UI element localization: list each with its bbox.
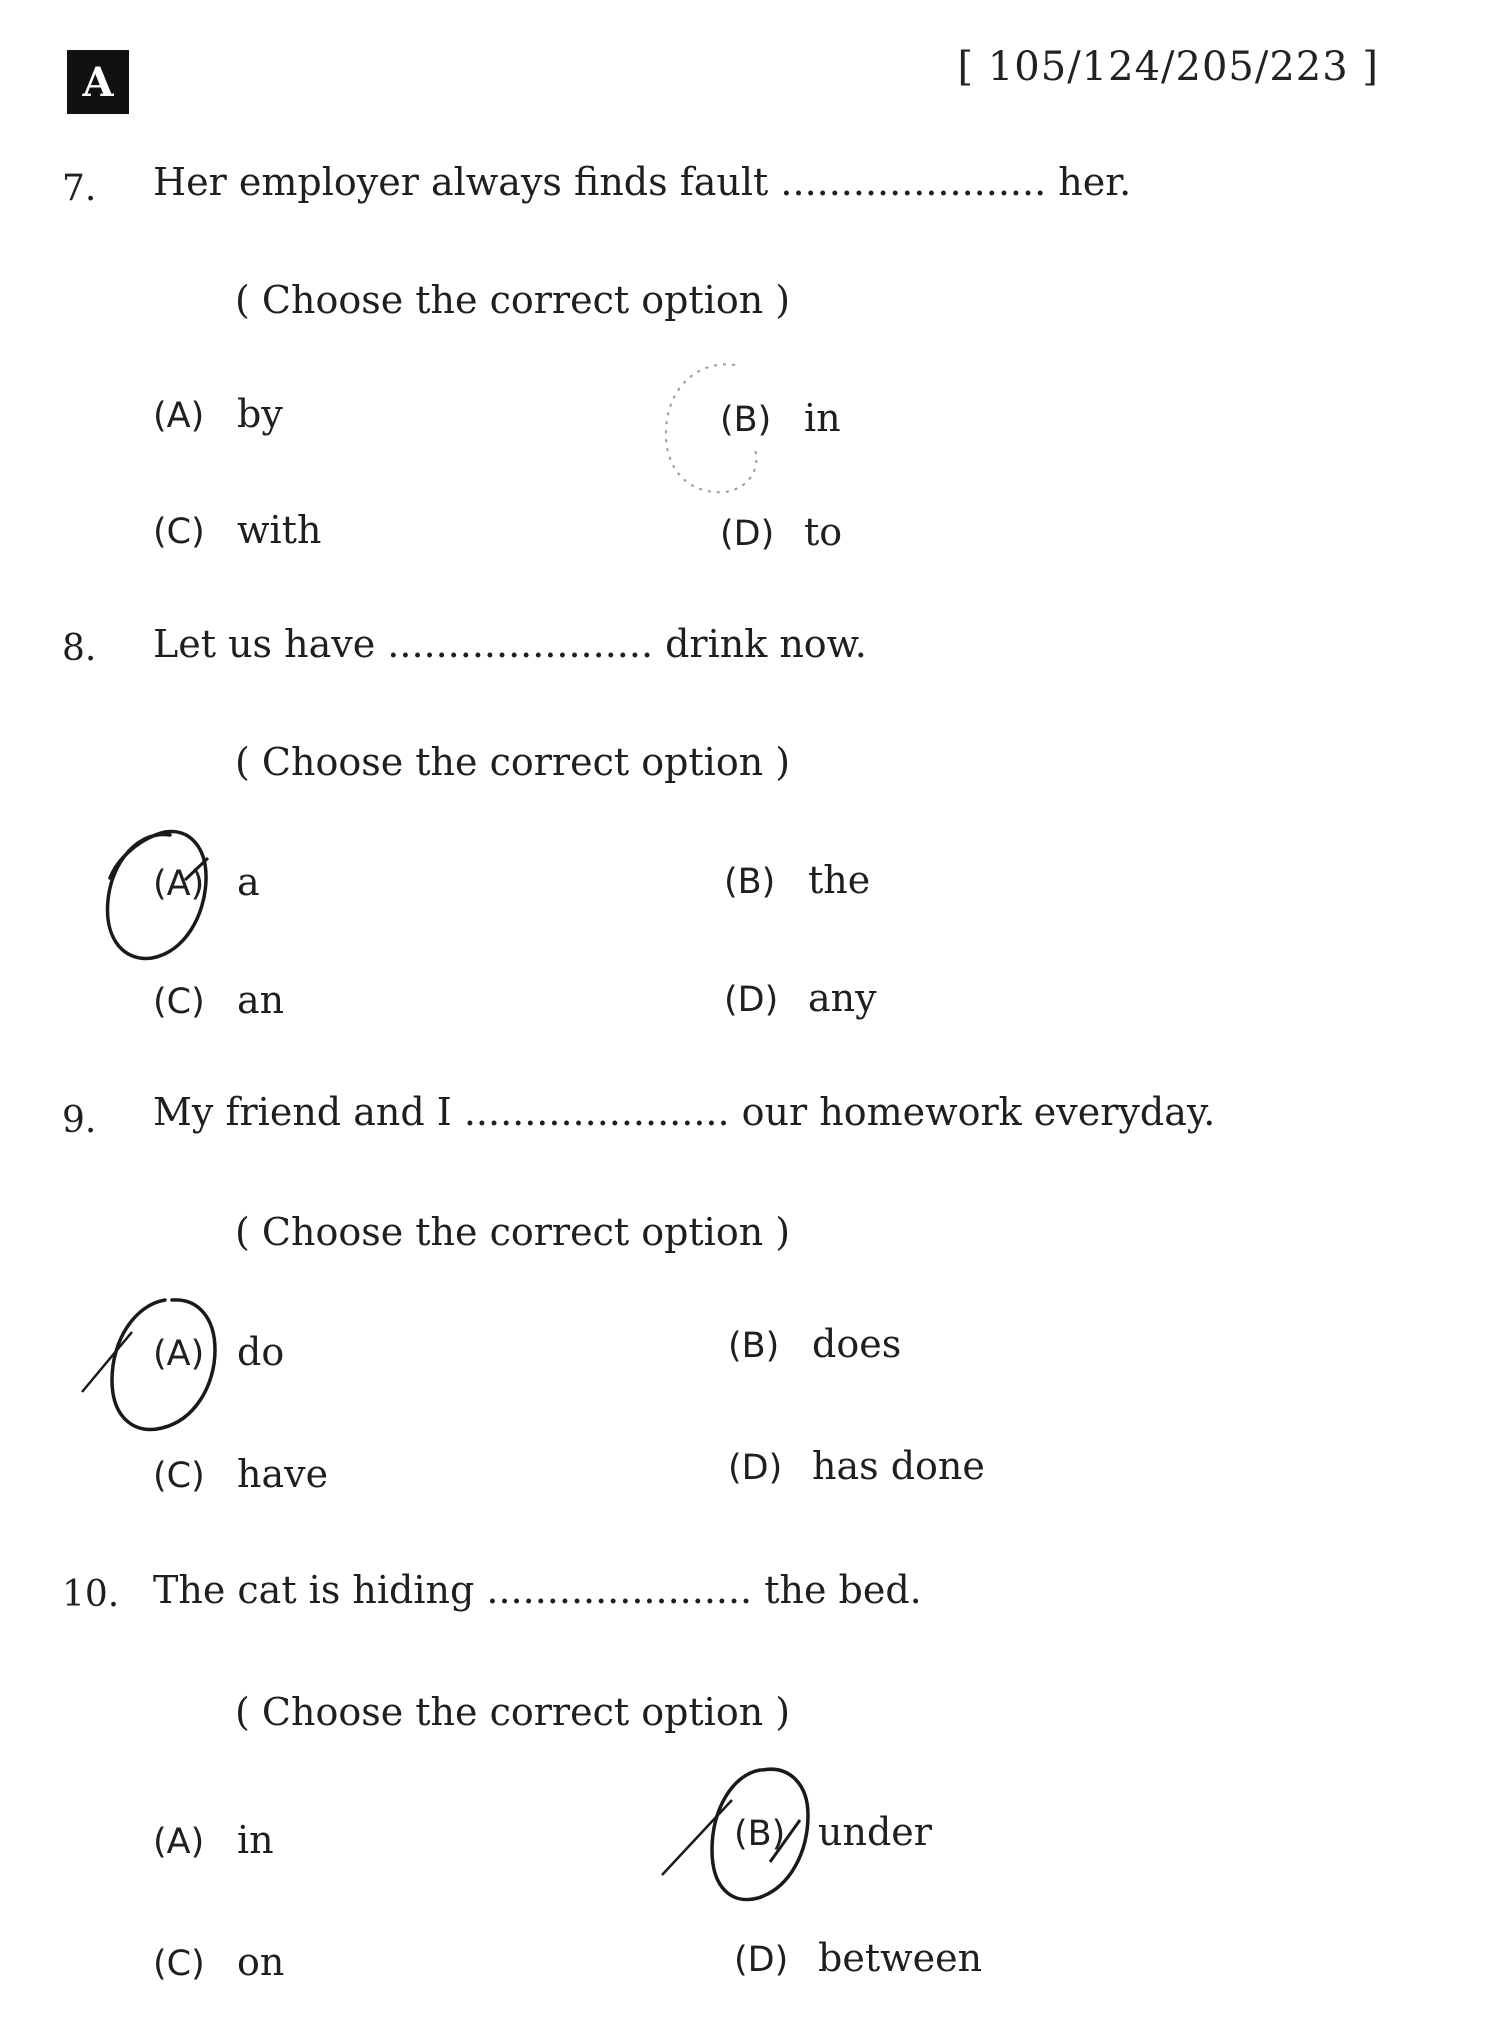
question-text: The cat is hiding ...................... the bed.: [153, 1568, 922, 1612]
option-a[interactable]: [153, 392, 283, 436]
option-label: (C): [153, 1456, 205, 1496]
option-text: an: [237, 978, 285, 1022]
option-b[interactable]: [728, 1322, 901, 1366]
option-d[interactable]: [728, 1444, 985, 1488]
option-label: (D): [728, 1448, 783, 1488]
option-a[interactable]: [153, 1818, 274, 1862]
option-text: in: [804, 396, 841, 440]
option-label: (B): [728, 1326, 780, 1366]
option-text: the: [808, 858, 871, 902]
option-a[interactable]: [153, 860, 260, 904]
tick-stroke-mark: [82, 1332, 132, 1392]
option-text: any: [808, 976, 877, 1020]
paper-code: [ 105/124/205/223 ]: [957, 44, 1379, 90]
option-d[interactable]: [720, 510, 842, 554]
question-number: 8.: [62, 628, 97, 669]
option-label: (D): [734, 1940, 789, 1980]
option-d[interactable]: [724, 976, 877, 1020]
question-text: Her employer always finds fault ...................... her.: [153, 160, 1132, 204]
option-label: (C): [153, 512, 205, 552]
option-label: (A): [153, 1822, 205, 1862]
option-b[interactable]: [724, 858, 870, 902]
option-label: (B): [720, 400, 772, 440]
option-label: (B): [734, 1814, 786, 1854]
question-number: 10.: [62, 1574, 120, 1615]
option-text: do: [237, 1330, 285, 1374]
option-text: a: [237, 860, 260, 904]
question-number: 7.: [62, 168, 97, 209]
question-number: 9.: [62, 1100, 97, 1141]
option-label: (A): [153, 1334, 205, 1374]
option-text: by: [237, 392, 283, 436]
option-b[interactable]: [720, 396, 841, 440]
tick-stroke-mark: [662, 1800, 732, 1875]
option-text: on: [237, 1940, 285, 1984]
option-text: under: [818, 1810, 932, 1854]
option-label: (D): [724, 980, 779, 1020]
option-c[interactable]: [153, 1452, 328, 1496]
question-instruction: ( Choose the correct option ): [235, 740, 791, 784]
option-label: (A): [153, 864, 205, 904]
option-b[interactable]: [734, 1810, 932, 1854]
option-text: to: [804, 510, 843, 554]
option-a[interactable]: [153, 1330, 284, 1374]
option-c[interactable]: [153, 978, 284, 1022]
set-badge: A: [67, 50, 129, 114]
option-label: (D): [720, 514, 775, 554]
option-text: with: [237, 508, 322, 552]
option-label: (B): [724, 862, 776, 902]
question-instruction: ( Choose the correct option ): [235, 278, 791, 322]
option-text: in: [237, 1818, 274, 1862]
option-text: between: [818, 1936, 983, 1980]
option-label: (A): [153, 396, 205, 436]
question-text: My friend and I ...................... our homework everyday.: [153, 1090, 1216, 1134]
option-c[interactable]: [153, 508, 321, 552]
question-instruction: ( Choose the correct option ): [235, 1210, 791, 1254]
option-label: (C): [153, 982, 205, 1022]
question-text: Let us have ...................... drink now.: [153, 622, 867, 666]
option-c[interactable]: [153, 1940, 284, 1984]
option-text: has done: [812, 1444, 985, 1488]
option-d[interactable]: [734, 1936, 982, 1980]
option-text: does: [812, 1322, 902, 1366]
option-label: (C): [153, 1944, 205, 1984]
question-instruction: ( Choose the correct option ): [235, 1690, 791, 1734]
option-text: have: [237, 1452, 329, 1496]
